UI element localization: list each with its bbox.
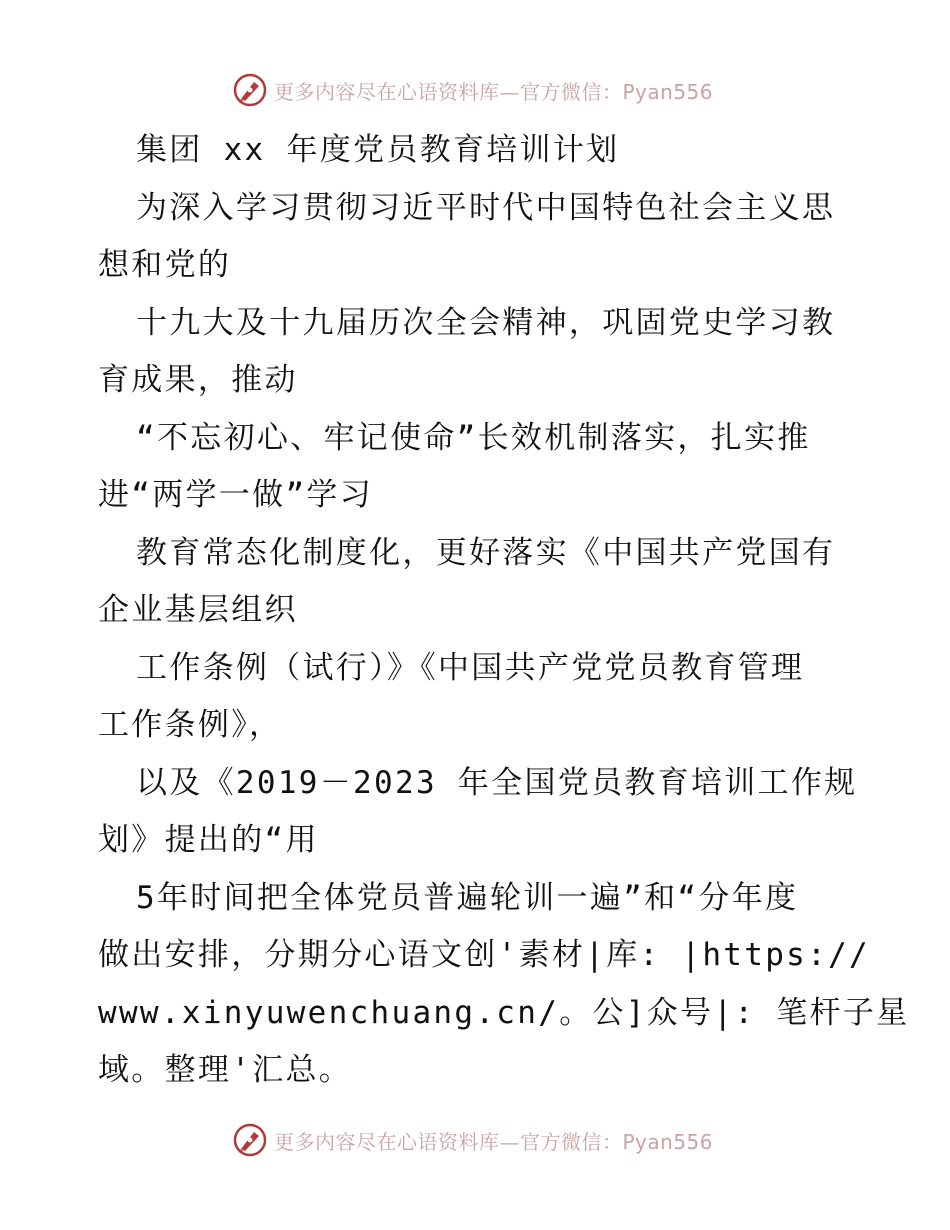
document-title: 集团 xx 年度党员教育培训计划 xyxy=(136,132,620,168)
pen-nib-logo-icon xyxy=(232,1122,268,1158)
paragraph-line: 企业基层组织 xyxy=(98,592,298,628)
paragraph-line: www.xinyuwenchuang.cn/。公]众号|: 笔杆子星 xyxy=(98,994,910,1031)
watermark-text: 更多内容尽在心语资料库—官方微信：Pyan556 xyxy=(274,1129,714,1154)
watermark-header xyxy=(232,70,752,110)
paragraph-line: “不忘初心、牢记使命”长效机制落实，扎实推 xyxy=(136,419,811,456)
paragraph-line: 划》提出的“用 xyxy=(98,822,319,858)
pen-nib-logo-icon xyxy=(232,72,268,108)
paragraph-line: 十九大及十九届历次全会精神，巩固党史学习教 xyxy=(136,304,836,341)
watermark-footer xyxy=(232,1120,752,1160)
paragraph-line: 做出安排，分期分心语文创'素材|库: |https:// xyxy=(98,937,871,973)
paragraph-line: 以及《2019－2023 年全国党员教育培训工作规 xyxy=(136,764,858,801)
paragraph-line: 工作条例（试行）》《中国共产党党员教育管理 xyxy=(136,649,805,686)
watermark-text: 更多内容尽在心语资料库—官方微信：Pyan556 xyxy=(274,79,714,104)
paragraph-line: 进“两学一做”学习 xyxy=(98,477,374,513)
paragraph-line: 育成果，推动 xyxy=(98,362,298,398)
document-body xyxy=(98,122,910,1100)
paragraph-line: 工作条例》， xyxy=(98,707,283,743)
paragraph-line: 教育常态化制度化，更好落实《中国共产党国有 xyxy=(136,534,836,571)
paragraph-line: 5年时间把全体党员普遍轮训一遍”和“分年度 xyxy=(136,879,799,916)
paragraph-line: 域。整理'汇总。 xyxy=(98,1052,353,1088)
paragraph-line: 为深入学习贯彻习近平时代中国特色社会主义思 xyxy=(136,189,836,226)
paragraph-line: 想和党的 xyxy=(98,247,232,283)
